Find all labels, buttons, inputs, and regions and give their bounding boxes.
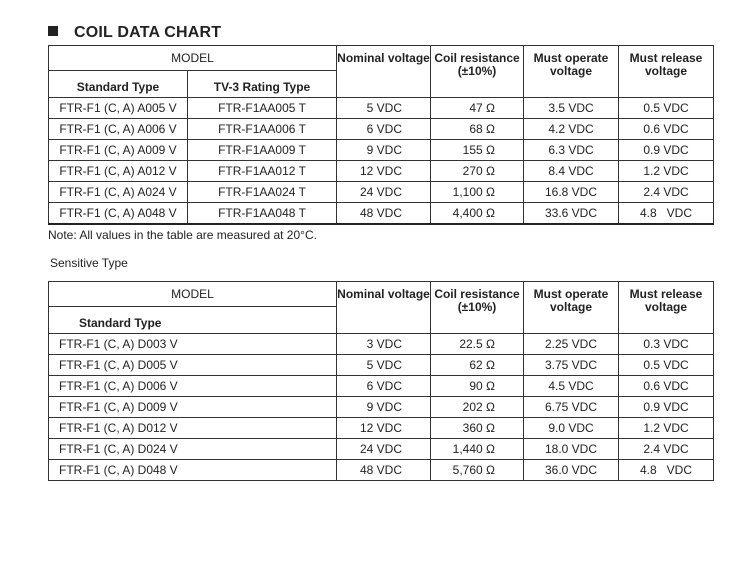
table-cell: 0.6 VDC	[619, 376, 714, 397]
bullet-square-icon	[48, 26, 58, 36]
table-cell: 4.2 VDC	[524, 119, 619, 140]
table-row	[49, 140, 714, 161]
table-cell: 1.2 VDC	[619, 161, 714, 182]
table-cell: 16.8 VDC	[524, 182, 619, 203]
table-row	[49, 418, 714, 439]
table-row	[49, 439, 714, 460]
table-cell: 24 VDC	[337, 439, 431, 460]
table-cell: FTR-F1AA006 T	[188, 119, 337, 140]
header-release: Must release voltage	[619, 46, 714, 98]
table-cell: 6 VDC	[337, 119, 431, 140]
table-cell: 0.9 VDC	[619, 397, 714, 418]
table-cell: FTR-F1 (C, A) D024 V	[49, 439, 337, 460]
table-row	[49, 161, 714, 182]
table-cell: 4.8 VDC	[619, 460, 714, 481]
sensitive-type-label: Sensitive Type	[50, 256, 128, 270]
table-cell: FTR-F1 (C, A) D006 V	[49, 376, 337, 397]
table-cell: 3.75 VDC	[524, 355, 619, 376]
table-cell: FTR-F1 (C, A) A006 V	[49, 119, 188, 140]
sensitive-coil-data-table	[48, 281, 714, 481]
table-cell: FTR-F1 (C, A) A012 V	[49, 161, 188, 182]
table-cell: FTR-F1 (C, A) A048 V	[49, 203, 188, 225]
coil-data-table	[48, 45, 714, 225]
table-row	[49, 460, 714, 481]
table-cell: FTR-F1 (C, A) A024 V	[49, 182, 188, 203]
table-cell: 360 Ω	[431, 418, 524, 439]
table-cell: 270 Ω	[431, 161, 524, 182]
table-row	[49, 376, 714, 397]
table-cell: 24 VDC	[337, 182, 431, 203]
table-cell: FTR-F1 (C, A) D048 V	[49, 460, 337, 481]
header-coil: Coil resistance (±10%)	[431, 282, 524, 334]
table-cell: FTR-F1 (C, A) D005 V	[49, 355, 337, 376]
table-cell: FTR-F1AA024 T	[188, 182, 337, 203]
table-row	[49, 334, 714, 355]
table-cell: 9.0 VDC	[524, 418, 619, 439]
header-tv3: TV-3 Rating Type	[188, 71, 337, 98]
table-cell: 0.5 VDC	[619, 355, 714, 376]
header-operate: Must operate voltage	[524, 46, 619, 98]
table-cell: 1,440 Ω	[431, 439, 524, 460]
table-cell: 1.2 VDC	[619, 418, 714, 439]
table-cell: 2.25 VDC	[524, 334, 619, 355]
table-cell: 0.3 VDC	[619, 334, 714, 355]
table-cell: FTR-F1 (C, A) D012 V	[49, 418, 337, 439]
table-cell: 2.4 VDC	[619, 182, 714, 203]
header-release: Must release voltage	[619, 282, 714, 334]
table-cell: 3.5 VDC	[524, 98, 619, 119]
table-cell: 6.3 VDC	[524, 140, 619, 161]
table-cell: 68 Ω	[431, 119, 524, 140]
table-cell: 2.4 VDC	[619, 439, 714, 460]
table-cell: 18.0 VDC	[524, 439, 619, 460]
table-cell: FTR-F1 (C, A) D009 V	[49, 397, 337, 418]
table-row	[49, 203, 714, 225]
table-cell: 47 Ω	[431, 98, 524, 119]
table-cell: FTR-F1 (C, A) A009 V	[49, 140, 188, 161]
table-cell: 0.5 VDC	[619, 98, 714, 119]
header-standard: Standard Type	[49, 71, 188, 98]
table-cell: 33.6 VDC	[524, 203, 619, 225]
table-row	[49, 355, 714, 376]
table-cell: 9 VDC	[337, 140, 431, 161]
table-row	[49, 98, 714, 119]
table-row	[49, 397, 714, 418]
table-cell: 0.6 VDC	[619, 119, 714, 140]
table-cell: 6.75 VDC	[524, 397, 619, 418]
header-nominal: Nominal voltage	[337, 282, 431, 334]
header-nominal: Nominal voltage	[337, 46, 431, 98]
table-cell: FTR-F1 (C, A) D003 V	[49, 334, 337, 355]
header-coil: Coil resistance (±10%)	[431, 46, 524, 98]
table-cell: 155 Ω	[431, 140, 524, 161]
table-cell: 12 VDC	[337, 418, 431, 439]
table-note: Note: All values in the table are measured at 20°C.	[48, 228, 317, 242]
table-row	[49, 119, 714, 140]
table-cell: 9 VDC	[337, 397, 431, 418]
header-model: MODEL	[49, 46, 337, 71]
table-cell: 4.8 VDC	[619, 203, 714, 225]
table-cell: FTR-F1AA012 T	[188, 161, 337, 182]
table-cell: 202 Ω	[431, 397, 524, 418]
table-cell: 12 VDC	[337, 161, 431, 182]
table-cell: FTR-F1AA005 T	[188, 98, 337, 119]
page-title	[48, 24, 221, 42]
table-cell: 4.5 VDC	[524, 376, 619, 397]
table-cell: 36.0 VDC	[524, 460, 619, 481]
header-standard: Standard Type	[49, 307, 337, 334]
table-cell: 48 VDC	[337, 460, 431, 481]
table-cell: 8.4 VDC	[524, 161, 619, 182]
header-model: MODEL	[49, 282, 337, 307]
table-cell: 0.9 VDC	[619, 140, 714, 161]
table-cell: 22.5 Ω	[431, 334, 524, 355]
table-cell: FTR-F1 (C, A) A005 V	[49, 98, 188, 119]
header-operate: Must operate voltage	[524, 282, 619, 334]
table-cell: 48 VDC	[337, 203, 431, 225]
table-cell: 5,760 Ω	[431, 460, 524, 481]
table-row	[49, 182, 714, 203]
table-cell: 5 VDC	[337, 98, 431, 119]
table-cell: 62 Ω	[431, 355, 524, 376]
table-cell: 5 VDC	[337, 355, 431, 376]
table-cell: FTR-F1AA009 T	[188, 140, 337, 161]
table-cell: 3 VDC	[337, 334, 431, 355]
table-cell: 1,100 Ω	[431, 182, 524, 203]
table-cell: 4,400 Ω	[431, 203, 524, 225]
table-cell: 90 Ω	[431, 376, 524, 397]
title-text: COIL DATA CHART	[74, 24, 222, 41]
table-cell: 6 VDC	[337, 376, 431, 397]
table-cell: FTR-F1AA048 T	[188, 203, 337, 225]
